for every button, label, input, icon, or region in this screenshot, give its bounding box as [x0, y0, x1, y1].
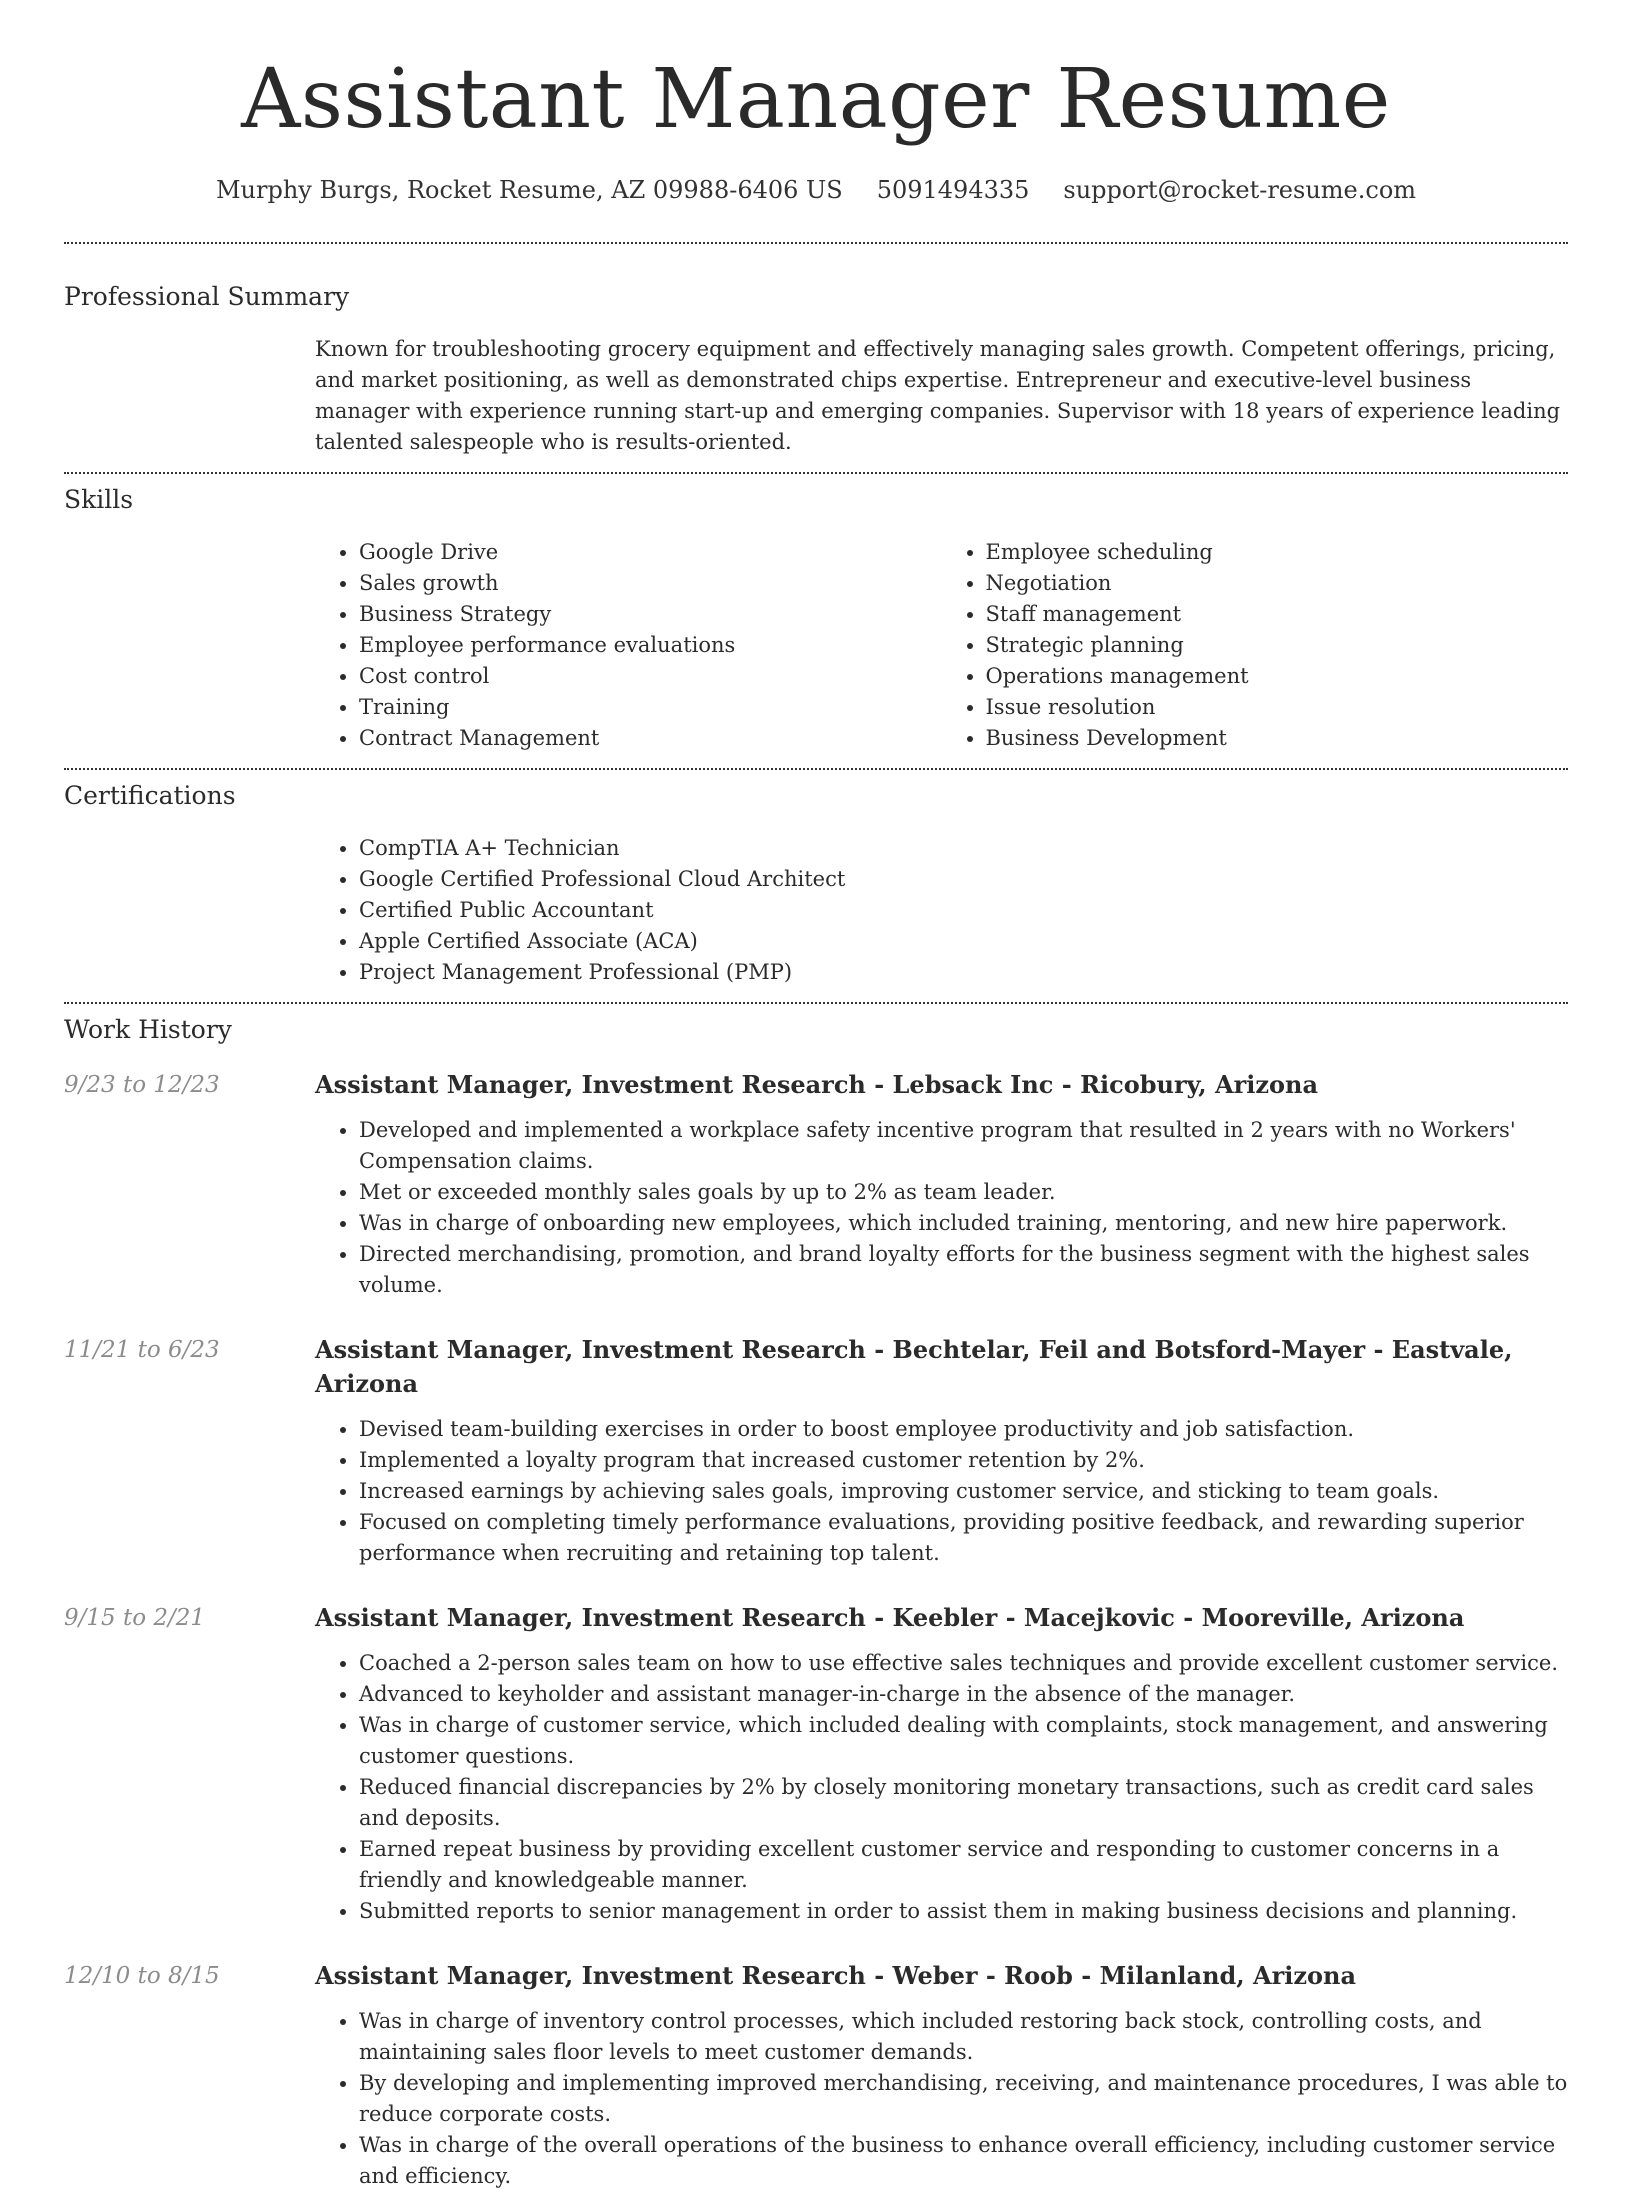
contact-email: support@rocket-resume.com [1063, 176, 1417, 204]
summary-heading: Professional Summary [64, 282, 350, 311]
contact-phone: 5091494335 [876, 176, 1030, 204]
list-item: • CompTIA A+ Technician [359, 833, 1568, 864]
certifications-section [0, 770, 1632, 988]
list-item: • Advanced to keyholder and assistant manager-in-charge in the absence of the manager. [359, 1679, 1568, 1710]
list-item: • Coached a 2-person sales team on how to use effective sales techniques and provide excellent customer service. [359, 1648, 1568, 1679]
list-item: • Implemented a loyalty program that increased customer retention by 2%. [359, 1445, 1568, 1476]
job-title: Assistant Manager, Investment Research - Bechtelar, Feil and Botsford-Mayer - Eastvale, Arizona [315, 1335, 1513, 1398]
job-dates: 9/15 to 2/21 [64, 1605, 206, 1631]
job-bullets [315, 1648, 1568, 1927]
list-item: • Earned repeat business by providing excellent customer service and responding to customer concerns in a friendly and knowledgeable manner. [359, 1834, 1568, 1896]
skills-list-right [942, 537, 1569, 754]
summary-section [0, 244, 1632, 458]
skills-section [0, 474, 1632, 754]
list-item: • Business Development [986, 723, 1569, 754]
job-entry [64, 1068, 1568, 1301]
list-item: • Contract Management [359, 723, 942, 754]
list-item: • Directed merchandising, promotion, and brand loyalty efforts for the business segment with the highest sales volume. [359, 1239, 1568, 1301]
summary-body [315, 334, 1568, 458]
list-item: • Focused on completing timely performance evaluations, providing positive feedback, and rewarding superior performance when recruiting and retaining top talent. [359, 1507, 1568, 1569]
certifications-heading: Certifications [64, 781, 236, 810]
list-item: • Certified Public Accountant [359, 895, 1568, 926]
list-item: • Project Management Professional (PMP) [359, 957, 1568, 988]
resume-title: Assistant Manager Resume [241, 52, 1391, 147]
list-item: • Developed and implemented a workplace safety incentive program that resulted in 2 years with no Workers' Compensation claims. [359, 1115, 1568, 1177]
list-item: • Strategic planning [986, 630, 1569, 661]
list-item: • Issue resolution [986, 692, 1569, 723]
work-history-heading: Work History [64, 1015, 232, 1044]
job-title: Assistant Manager, Investment Research - Keebler - Macejkovic - Mooreville, Arizona [315, 1603, 1465, 1632]
contact-line [0, 176, 1632, 204]
job-bullets [315, 1414, 1568, 1569]
job-title: Assistant Manager, Investment Research - Lebsack Inc - Ricobury, Arizona [315, 1070, 1319, 1099]
job-bullets [315, 1115, 1568, 1301]
list-item: • Was in charge of onboarding new employees, which included training, mentoring, and new hire paperwork. [359, 1208, 1568, 1239]
job-entry [64, 1333, 1568, 1569]
job-details [315, 1068, 1568, 1301]
job-title: Assistant Manager, Investment Research - Weber - Roob - Milanland, Arizona [315, 1961, 1357, 1990]
job-dates: 9/23 to 12/23 [64, 1072, 220, 1098]
work-history-section [0, 1004, 1632, 2192]
job-bullets [315, 2006, 1568, 2192]
list-item: • Staff management [986, 599, 1569, 630]
skills-heading: Skills [64, 485, 134, 514]
job-details [315, 1333, 1568, 1569]
skills-list-left [315, 537, 942, 754]
list-item: • Operations management [986, 661, 1569, 692]
list-item: • Negotiation [986, 568, 1569, 599]
list-item: • Met or exceeded monthly sales goals by up to 2% as team leader. [359, 1177, 1568, 1208]
job-entry [64, 1959, 1568, 2192]
list-item: • Google Drive [359, 537, 942, 568]
skills-body [315, 537, 1568, 754]
job-details [315, 1959, 1568, 2192]
list-item: • Employee performance evaluations [359, 630, 942, 661]
list-item: • Was in charge of the overall operations of the business to enhance overall efficiency, including customer service and efficiency. [359, 2130, 1568, 2192]
list-item: • Devised team-building exercises in order to boost employee productivity and job satisfaction. [359, 1414, 1568, 1445]
list-item: • Submitted reports to senior management in order to assist them in making business decisions and planning. [359, 1896, 1568, 1927]
list-item: • Sales growth [359, 568, 942, 599]
summary-text: Known for troubleshooting grocery equipment and effectively managing sales growth. Competent offerings, pricing, and market positioning, as well as demonstrated chips expertise. Entrepreneur and executive-level business manager with experience running start-up and emerging companies. Supervisor with 18 years of experience leading talented salespeople who is results-oriented. [315, 337, 1561, 454]
job-dates: 12/10 to 8/15 [64, 1963, 220, 1989]
list-item: • By developing and implementing improved merchandising, receiving, and maintenance procedures, I was able to reduce corporate costs. [359, 2068, 1568, 2130]
job-entry [64, 1601, 1568, 1927]
certifications-list [315, 833, 1568, 988]
list-item: • Apple Certified Associate (ACA) [359, 926, 1568, 957]
list-item: • Training [359, 692, 942, 723]
contact-address: Murphy Burgs, Rocket Resume, AZ 09988-6406 US [215, 176, 843, 204]
job-details [315, 1601, 1568, 1927]
list-item: • Cost control [359, 661, 942, 692]
list-item: • Business Strategy [359, 599, 942, 630]
list-item: • Reduced financial discrepancies by 2% by closely monitoring monetary transactions, such as credit card sales and deposits. [359, 1772, 1568, 1834]
list-item: • Was in charge of inventory control processes, which included restoring back stock, controlling costs, and maintaining sales floor levels to meet customer demands. [359, 2006, 1568, 2068]
list-item: • Employee scheduling [986, 537, 1569, 568]
list-item: • Was in charge of customer service, which included dealing with complaints, stock management, and answering customer questions. [359, 1710, 1568, 1772]
list-item: • Google Certified Professional Cloud Architect [359, 864, 1568, 895]
job-dates: 11/21 to 6/23 [64, 1337, 220, 1363]
list-item: • Increased earnings by achieving sales goals, improving customer service, and sticking to team goals. [359, 1476, 1568, 1507]
certifications-body [315, 833, 1568, 988]
